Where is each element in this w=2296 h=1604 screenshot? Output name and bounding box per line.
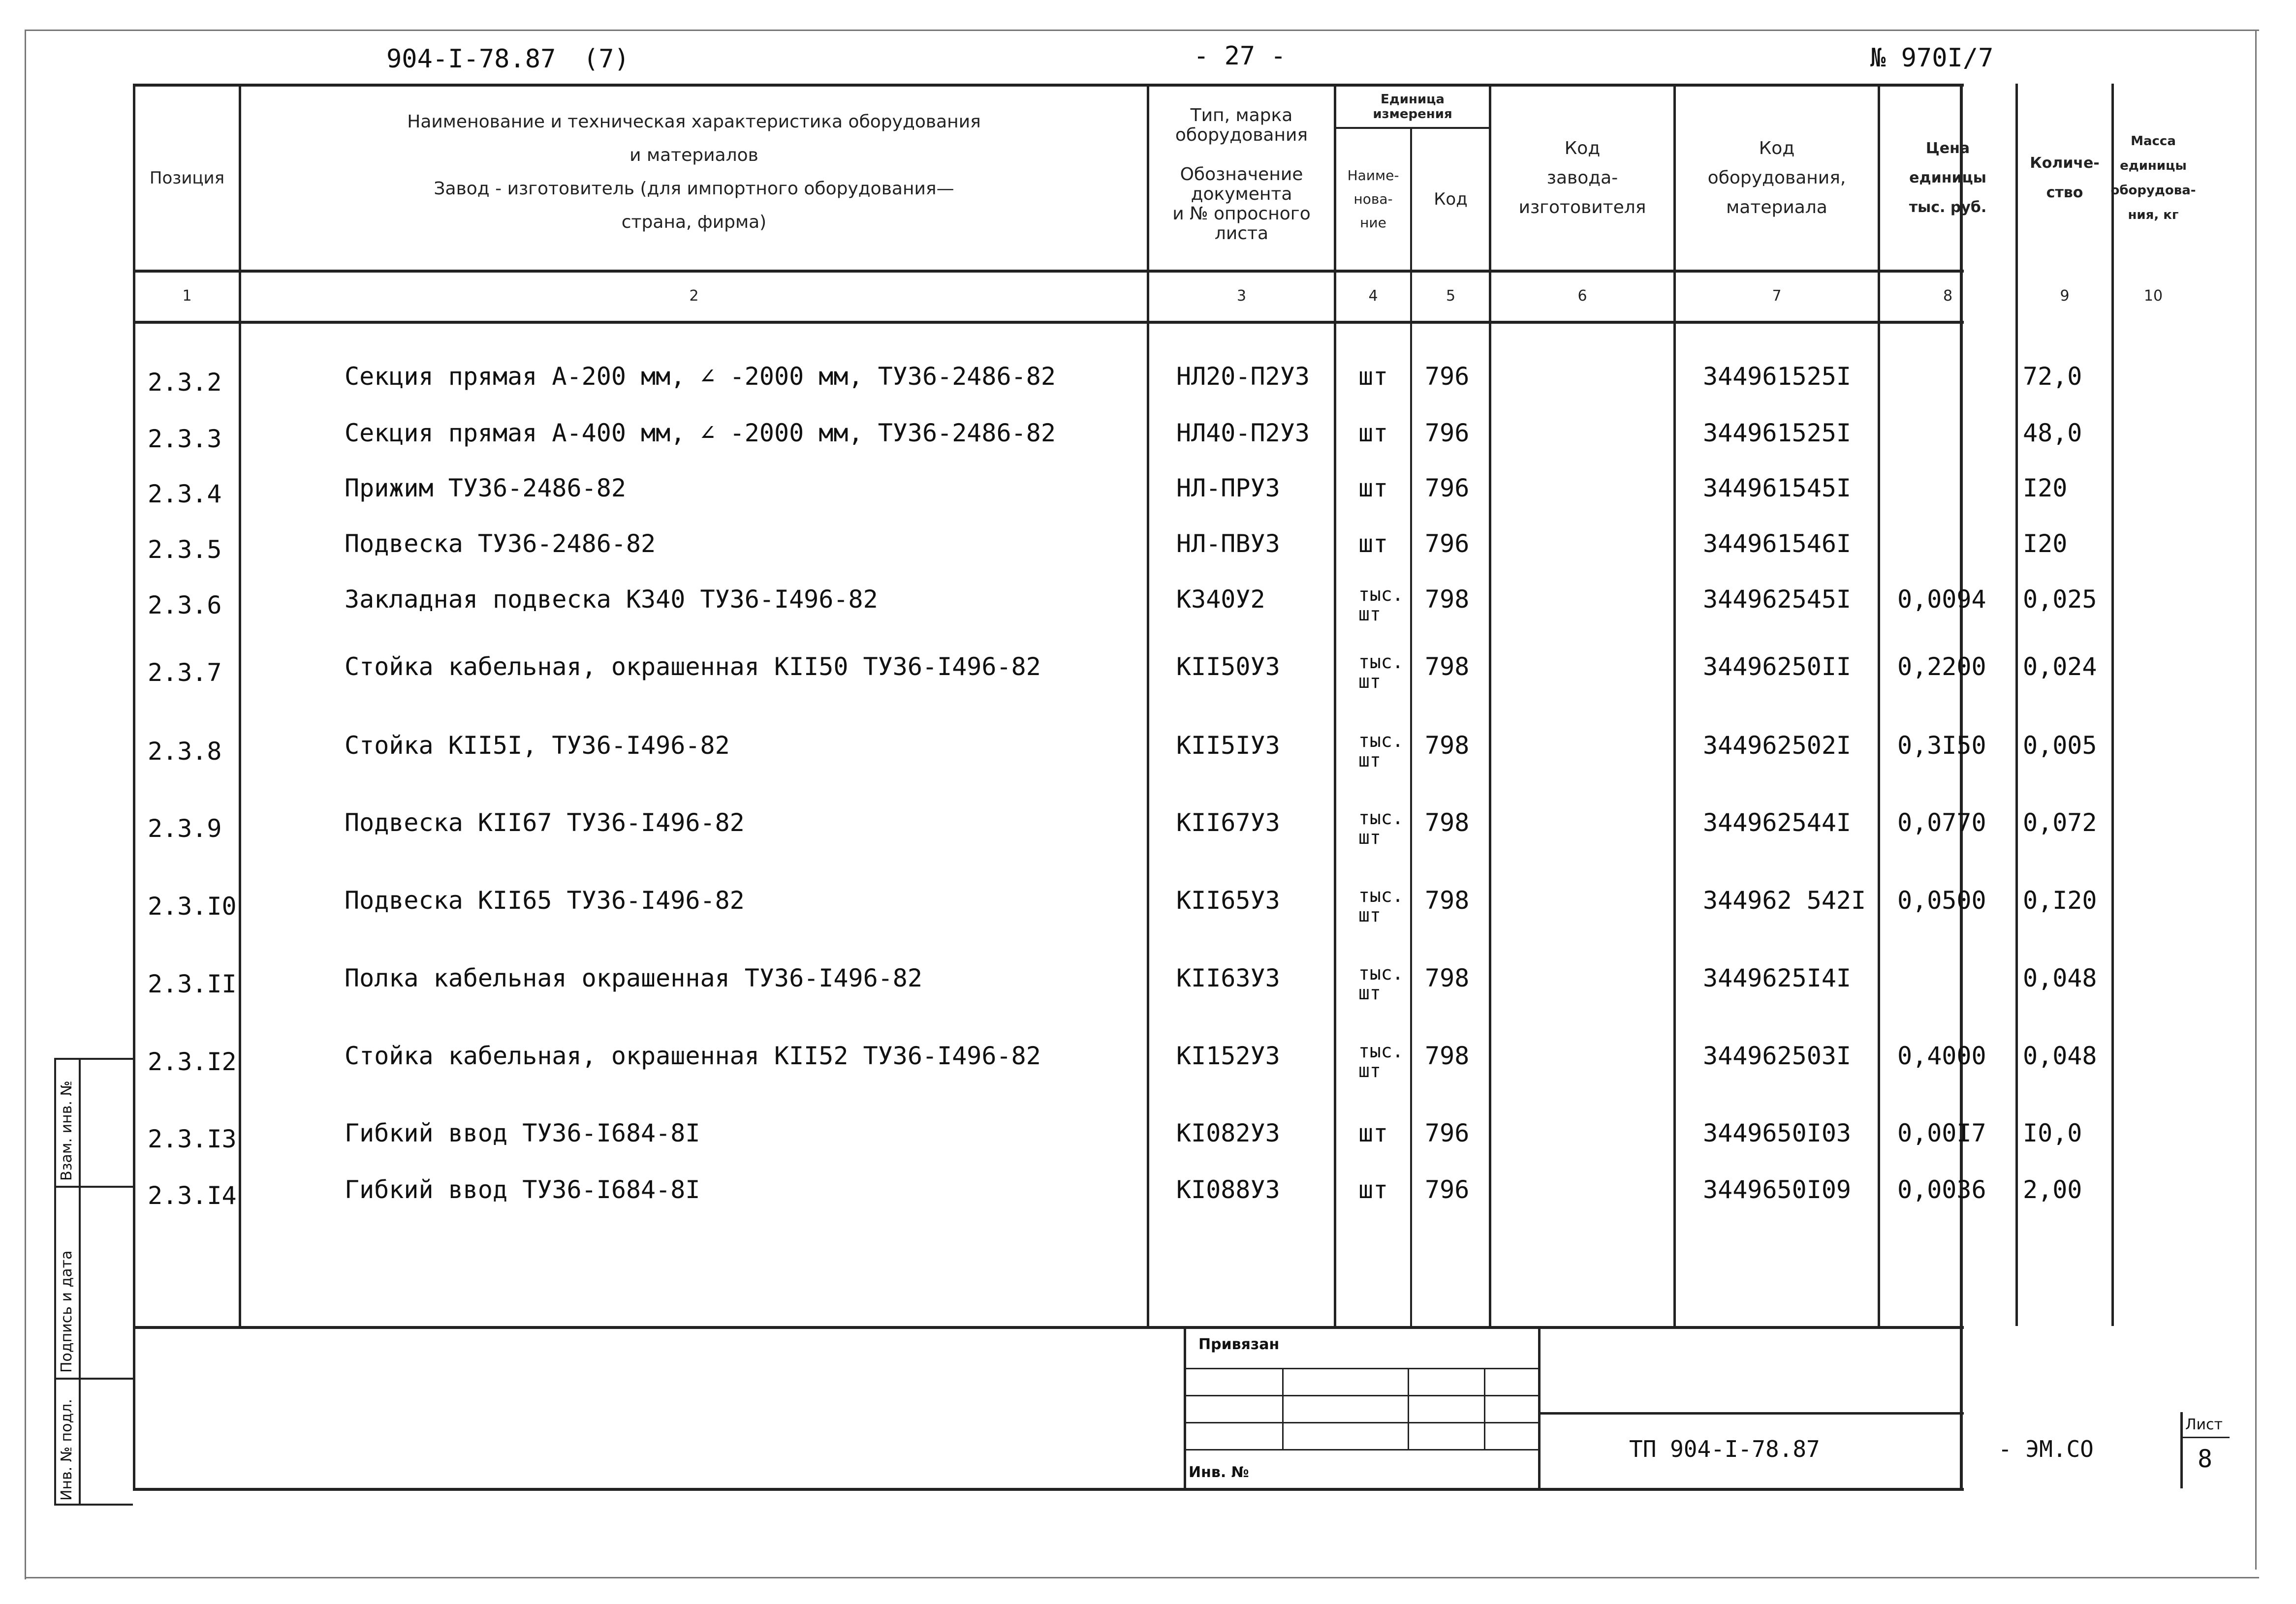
row-material-code: 344962 542I <box>1703 886 1866 915</box>
row-type: НЛ40-П2У3 <box>1176 419 1310 447</box>
row-type: КII63У3 <box>1176 964 1280 992</box>
side-replace-inv: Взам. инв. № <box>58 1080 75 1181</box>
row-unit-code: 798 <box>1425 808 1470 837</box>
row-position: 2.3.5 <box>148 535 222 564</box>
col-num-4: 4 <box>1368 287 1378 305</box>
row-unit-code: 796 <box>1425 1119 1470 1147</box>
row-qty: 72,0 <box>2023 362 2082 391</box>
col-num-8: 8 <box>1943 287 1953 305</box>
col-num-6: 6 <box>1577 287 1587 305</box>
sheet-label: Лист <box>2185 1416 2223 1433</box>
stamp-attached-label: Привязан <box>1198 1336 1280 1353</box>
col-header-unit-code: Код <box>1434 189 1468 209</box>
row-type: НЛ20-П2У3 <box>1176 362 1310 391</box>
row-unit-code: 796 <box>1425 1175 1470 1204</box>
row-name: Гибкий ввод ТУ36-I684-8I <box>345 1175 700 1204</box>
doc-code-suffix: (7) <box>583 44 629 74</box>
row-unit-code: 798 <box>1425 964 1470 992</box>
row-unit-code: 798 <box>1425 731 1470 760</box>
doc-designation: ТП 904-I-78.87 <box>1629 1436 1820 1462</box>
row-position: 2.3.7 <box>148 658 222 687</box>
row-type: КII50У3 <box>1176 652 1280 681</box>
row-price: 0,4000 <box>1897 1042 1986 1070</box>
row-name: Секция прямая А-400 мм, ∠ -2000 мм, ТУ36-2486-82 <box>345 419 1056 447</box>
row-unit-code: 796 <box>1425 419 1470 447</box>
row-type: КI152У3 <box>1176 1042 1280 1070</box>
col-num-5: 5 <box>1446 287 1456 305</box>
row-unit-code: 798 <box>1425 585 1470 614</box>
row-name: Подвеска КII65 ТУ36-I496-82 <box>345 886 745 915</box>
row-position: 2.3.4 <box>148 480 222 508</box>
row-position: 2.3.I3 <box>148 1125 237 1153</box>
row-unit: тыс. шт <box>1358 651 1404 692</box>
row-unit: тыс. шт <box>1358 885 1404 926</box>
row-unit: тыс. шт <box>1358 584 1404 625</box>
row-position: 2.3.6 <box>148 591 222 619</box>
doc-suffix: - ЭМ.СО <box>1998 1436 2094 1462</box>
col-header-factory-code: Код завода- изготовителя <box>1518 138 1646 217</box>
row-material-code: 3449650I09 <box>1703 1175 1852 1204</box>
row-price: 0,3I50 <box>1897 731 1986 760</box>
row-type: КII67У3 <box>1176 808 1280 837</box>
col-num-10: 10 <box>2143 287 2163 305</box>
col-header-price: Цена единицы тыс. руб. <box>1909 140 1987 216</box>
row-material-code: 344961525I <box>1703 419 1852 447</box>
row-qty: 48,0 <box>2023 419 2082 447</box>
row-qty: 0,025 <box>2023 585 2097 614</box>
sheet-number: 8 <box>2198 1445 2213 1473</box>
row-name: Закладная подвеска К340 ТУ36-I496-82 <box>345 585 878 614</box>
col-header-unit-group: Единица измерения <box>1373 92 1452 122</box>
row-price: 0,2200 <box>1897 652 1986 681</box>
row-name: Стойка КII5I, ТУ36-I496-82 <box>345 731 730 760</box>
stamp-inv-label: Инв. № <box>1189 1464 1249 1481</box>
row-price: 0,0094 <box>1897 585 1986 614</box>
col-num-2: 2 <box>689 287 699 305</box>
col-num-3: 3 <box>1236 287 1247 305</box>
row-material-code: 344961546I <box>1703 529 1852 558</box>
album-number: № 970I/7 <box>1870 43 1994 73</box>
row-material-code: 3449625I4I <box>1703 964 1852 992</box>
row-name: Гибкий ввод ТУ36-I684-8I <box>345 1119 700 1147</box>
row-position: 2.3.I0 <box>148 892 237 921</box>
col-header-mass: Масса единицы оборудова- ния, кг <box>2110 134 2196 222</box>
col-header-position: Позиция <box>149 168 225 188</box>
row-unit: шт <box>1358 1119 1388 1147</box>
row-material-code: 3449650I03 <box>1703 1119 1852 1147</box>
row-name: Секция прямая А-200 мм, ∠ -2000 мм, ТУ36-2486-82 <box>345 362 1056 391</box>
row-qty: 0,048 <box>2023 964 2097 992</box>
row-position: 2.3.2 <box>148 368 222 397</box>
row-material-code: 344962545I <box>1703 585 1852 614</box>
row-material-code: 344962503I <box>1703 1042 1852 1070</box>
row-unit-code: 798 <box>1425 1042 1470 1070</box>
row-qty: 0,024 <box>2023 652 2097 681</box>
row-unit-code: 796 <box>1425 474 1470 502</box>
row-position: 2.3.I4 <box>148 1181 237 1210</box>
row-qty: 0,048 <box>2023 1042 2097 1070</box>
col-num-7: 7 <box>1772 287 1782 305</box>
row-qty: 0,072 <box>2023 808 2097 837</box>
row-type: КII65У3 <box>1176 886 1280 915</box>
row-price: 0,0500 <box>1897 886 1986 915</box>
row-unit-code: 796 <box>1425 362 1470 391</box>
row-name: Стойка кабельная, окрашенная КII50 ТУ36-I496-82 <box>345 652 1041 681</box>
row-qty: 0,005 <box>2023 731 2097 760</box>
row-position: 2.3.II <box>148 970 237 998</box>
row-qty: I20 <box>2023 474 2068 502</box>
row-unit: шт <box>1358 529 1388 558</box>
row-qty: 0,I20 <box>2023 886 2097 915</box>
side-orig-inv: Инв. № подл. <box>58 1399 75 1501</box>
row-type: КI082У3 <box>1176 1119 1280 1147</box>
row-price: 0,0036 <box>1897 1175 1986 1204</box>
row-type: К340У2 <box>1176 585 1265 614</box>
doc-code: 904-I-78.87 <box>386 44 556 74</box>
col-header-type: Тип, марка оборудования Обозначение документа и № опросного листа <box>1172 105 1311 244</box>
col-num-1: 1 <box>182 287 192 305</box>
row-material-code: 344962502I <box>1703 731 1852 760</box>
row-unit-code: 798 <box>1425 652 1470 681</box>
row-type: КI088У3 <box>1176 1175 1280 1204</box>
row-name: Прижим ТУ36-2486-82 <box>345 474 626 502</box>
row-qty: 2,00 <box>2023 1175 2082 1204</box>
col-header-name: Наименование и техническая характеристика оборудования и материалов Завод - изготовитель (для импортного оборудования— страна, фирма) <box>407 112 981 232</box>
row-unit-code: 796 <box>1425 529 1470 558</box>
row-unit: тыс. шт <box>1358 807 1404 848</box>
row-position: 2.3.3 <box>148 425 222 453</box>
row-unit: шт <box>1358 1175 1388 1204</box>
row-unit: шт <box>1358 419 1388 447</box>
row-unit-code: 798 <box>1425 886 1470 915</box>
row-type: НЛ-ПРУ3 <box>1176 474 1280 502</box>
row-material-code: 344961525I <box>1703 362 1852 391</box>
row-name: Подвеска ТУ36-2486-82 <box>345 529 656 558</box>
row-unit: тыс. шт <box>1358 730 1404 771</box>
row-material-code: 344961545I <box>1703 474 1852 502</box>
col-num-9: 9 <box>2060 287 2070 305</box>
row-qty: I0,0 <box>2023 1119 2082 1147</box>
row-position: 2.3.9 <box>148 814 222 843</box>
row-position: 2.3.I2 <box>148 1048 237 1076</box>
row-type: НЛ-ПВУ3 <box>1176 529 1280 558</box>
row-unit: шт <box>1358 474 1388 502</box>
row-qty: I20 <box>2023 529 2068 558</box>
row-name: Стойка кабельная, окрашенная КII52 ТУ36-I496-82 <box>345 1042 1041 1070</box>
col-header-unit-name: Наиме- нова- ние <box>1347 167 1399 231</box>
row-position: 2.3.8 <box>148 737 222 766</box>
row-price: 0,00I7 <box>1897 1119 1986 1147</box>
col-header-material-code: Код оборудования, материала <box>1707 138 1846 217</box>
row-name: Полка кабельная окрашенная ТУ36-I496-82 <box>345 964 922 992</box>
row-material-code: 34496250II <box>1703 652 1852 681</box>
side-sign-date: Подпись и дата <box>58 1250 75 1373</box>
row-unit: тыс. шт <box>1358 962 1404 1004</box>
row-name: Подвеска КII67 ТУ36-I496-82 <box>345 808 745 837</box>
row-material-code: 344962544I <box>1703 808 1852 837</box>
row-unit: тыс. шт <box>1358 1040 1404 1081</box>
row-unit: шт <box>1358 362 1388 391</box>
col-header-qty: Количе- ство <box>2030 154 2100 201</box>
row-price: 0,0770 <box>1897 808 1986 837</box>
page-number: - 27 - <box>1194 41 1286 71</box>
row-type: КII5IУ3 <box>1176 731 1280 760</box>
